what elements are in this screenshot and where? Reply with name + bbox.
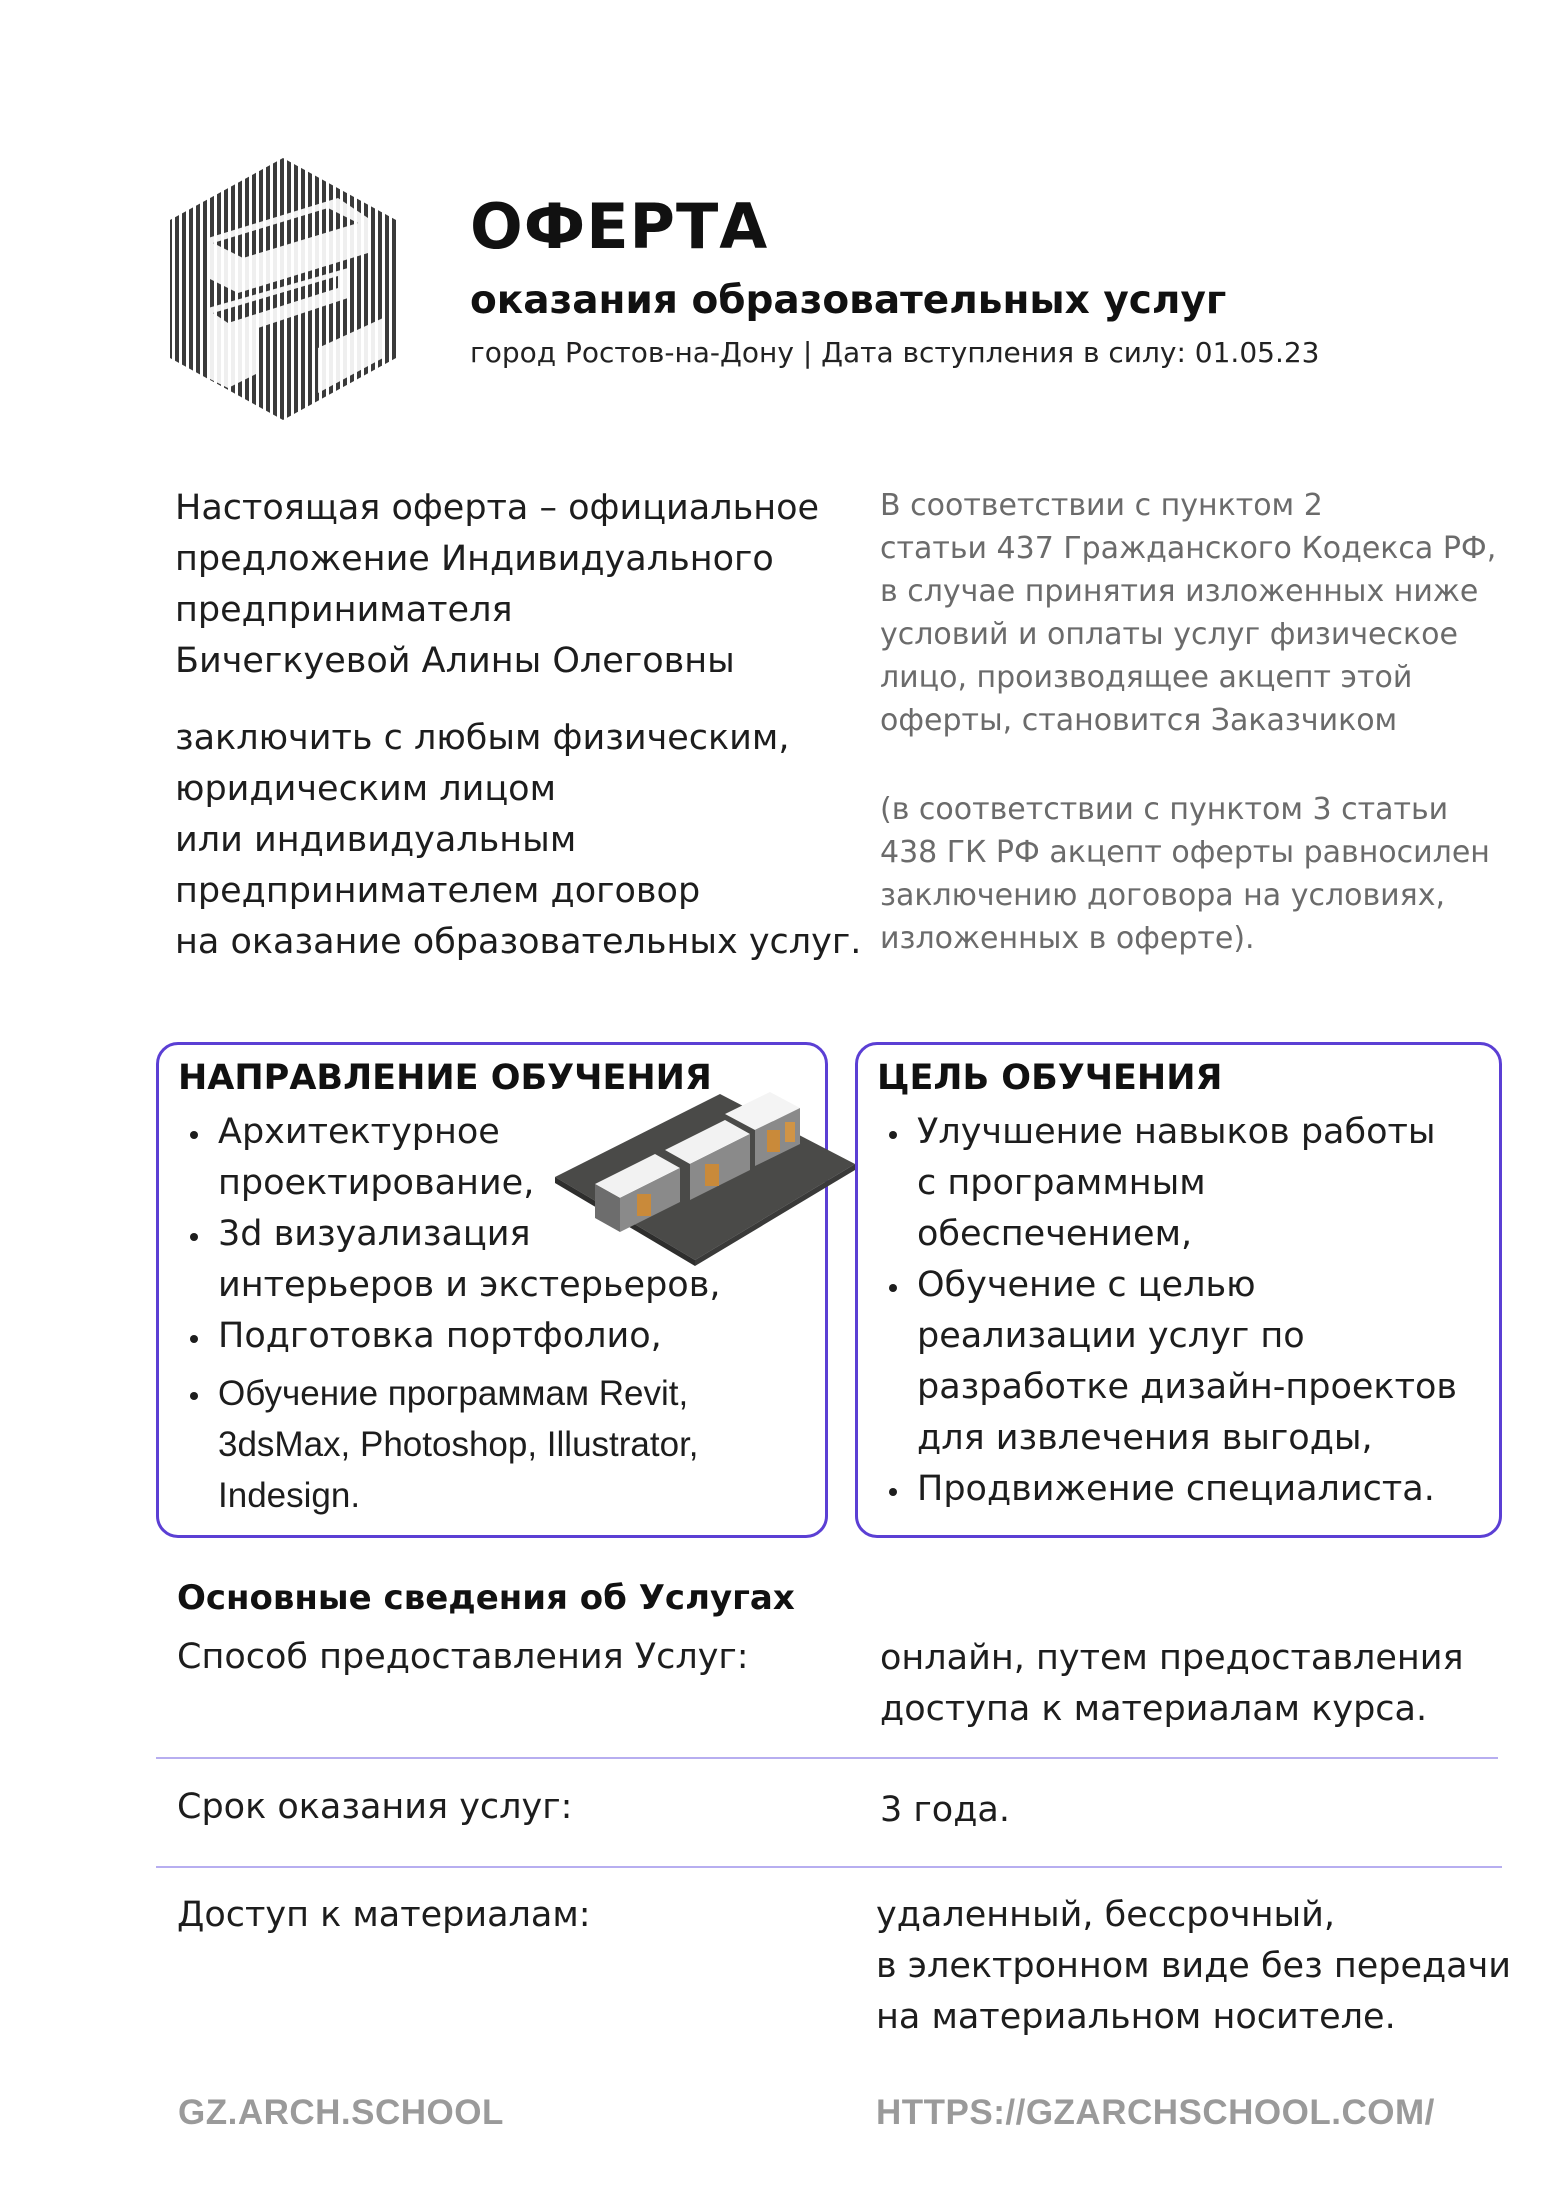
list-item-line: Indesign.: [218, 1476, 361, 1515]
list-item-line: с программным: [917, 1163, 1206, 1203]
house-illustration: [555, 1082, 855, 1272]
intro-line: Настоящая оферта – официальное: [175, 488, 820, 528]
legal-line: (в соответствии с пунктом 3 статьи: [880, 792, 1449, 827]
legal-line: лицо, производящее акцепт этой: [880, 660, 1413, 695]
list-item-line: Архитектурное: [218, 1112, 500, 1152]
intro-line: предложение Индивидуального: [175, 539, 774, 579]
value-line: 3 года.: [880, 1790, 1010, 1830]
value-line: в электронном виде без передачи: [876, 1946, 1512, 1986]
intro-line: предпринимателя: [175, 590, 513, 630]
legal-line: статьи 437 Гражданского Кодекса РФ,: [880, 531, 1497, 566]
city-date-line: город Ростов-на-Дону | Дата вступления в силу: 01.05.23: [470, 336, 1320, 369]
value-line: удаленный, бессрочный,: [876, 1895, 1335, 1935]
list-item-line: 3d визуализация: [218, 1214, 531, 1254]
value-line: доступа к материалам курса.: [880, 1689, 1428, 1729]
row-divider: [156, 1866, 1502, 1868]
service-term-label: Срок оказания услуг:: [177, 1787, 573, 1827]
intro-line: Бичегкуевой Алины Олеговны: [175, 641, 735, 681]
list-item: [178, 1311, 720, 1362]
legal-line: в случае принятия изложенных ниже: [880, 574, 1479, 609]
value-line: онлайн, путем предоставления: [880, 1638, 1464, 1678]
legal-line: заключению договора на условиях,: [880, 878, 1446, 913]
list-item-line: проектирование,: [218, 1163, 535, 1203]
list-item-line: Подготовка портфолио,: [218, 1316, 662, 1356]
row-divider: [156, 1757, 1498, 1759]
house-window: [637, 1194, 651, 1216]
house-window: [767, 1130, 780, 1152]
service-term-value: [880, 1785, 1010, 1836]
list-item-line: разработке дизайн-проектов: [917, 1367, 1458, 1407]
intro-paragraph-1: [175, 483, 875, 687]
legal-line: В соответствии с пунктом 2: [880, 488, 1323, 523]
list-item-line: интерьеров и экстерьеров,: [218, 1265, 721, 1305]
page-title: ОФЕРТА: [470, 190, 769, 263]
material-access-value: [876, 1890, 1511, 2043]
direction-heading: НАПРАВЛЕНИЕ ОБУЧЕНИЯ: [178, 1058, 712, 1098]
page-subtitle: оказания образовательных услуг: [470, 278, 1227, 323]
intro-line: на оказание образовательных услуг.: [175, 922, 862, 962]
list-item-line: Улучшение навыков работы: [917, 1112, 1436, 1152]
list-item-line: Обучение с целью: [917, 1265, 1256, 1305]
house-window: [705, 1164, 719, 1186]
list-item: [877, 1260, 1457, 1464]
legal-line: изложенных в оферте).: [880, 921, 1255, 956]
legal-paragraph-1: [880, 484, 1497, 742]
legal-line: оферты, становится Заказчиком: [880, 703, 1398, 738]
list-item: [178, 1368, 720, 1521]
house-window: [785, 1122, 795, 1142]
list-item-line: Обучение программам Revit,: [218, 1374, 689, 1413]
legal-line: 438 ГК РФ акцепт оферты равносилен: [880, 835, 1490, 870]
list-item-line: реализации услуг по: [917, 1316, 1305, 1356]
school-logo: [168, 158, 398, 420]
legal-paragraph-2: [880, 788, 1490, 960]
service-method-label: Способ предоставления Услуг:: [177, 1637, 749, 1677]
legal-line: условий и оплаты услуг физическое: [880, 617, 1458, 652]
intro-line: предпринимателем договор: [175, 871, 701, 911]
goal-list: [877, 1107, 1457, 1515]
list-item-line: Продвижение специалиста.: [917, 1469, 1435, 1509]
list-item-line: 3dsMax, Photoshop, Illustrator,: [218, 1425, 699, 1464]
list-item-line: обеспечением,: [917, 1214, 1193, 1254]
footer-website-link[interactable]: HTTPS://GZARCHSCHOOL.COM/: [876, 2093, 1435, 2132]
footer-brand-link[interactable]: GZ.ARCH.SCHOOL: [178, 2093, 504, 2132]
service-method-value: [880, 1633, 1464, 1735]
list-item: [877, 1464, 1457, 1515]
goal-heading: ЦЕЛЬ ОБУЧЕНИЯ: [877, 1058, 1223, 1098]
material-access-label: Доступ к материалам:: [177, 1895, 591, 1935]
value-line: на материальном носителе.: [876, 1997, 1396, 2037]
list-item: [877, 1107, 1457, 1260]
services-heading: Основные сведения об Услугах: [177, 1578, 795, 1618]
intro-line: или индивидуальным: [175, 820, 577, 860]
intro-line: юридическим лицом: [175, 769, 557, 809]
intro-paragraph-2: [175, 713, 875, 968]
intro-line: заключить с любым физическим,: [175, 718, 790, 758]
list-item-line: для извлечения выгоды,: [917, 1418, 1373, 1458]
